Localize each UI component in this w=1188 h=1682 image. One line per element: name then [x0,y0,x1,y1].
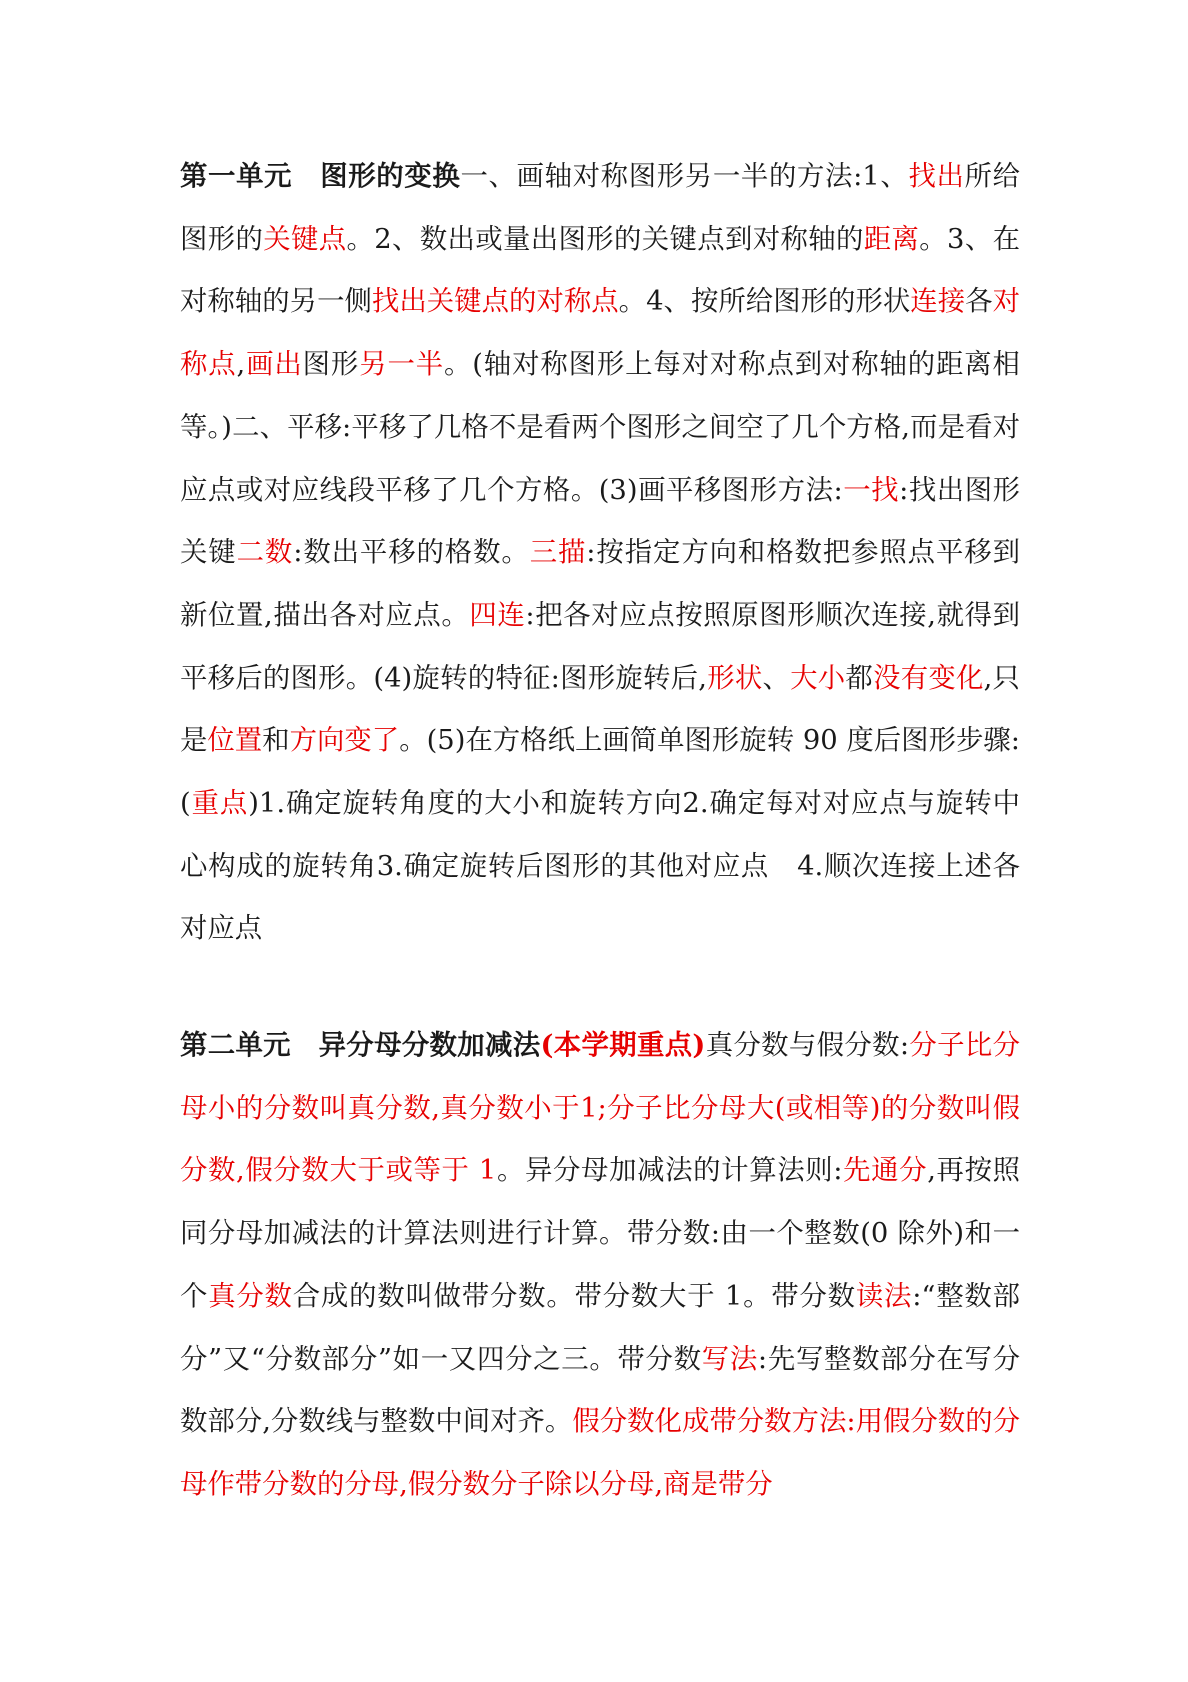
highlighted-text: 距离 [863,223,920,255]
highlighted-text: 关键点 [263,223,347,255]
body-text: 。3、在对称轴的另一侧 [180,223,1020,318]
body-text: 所给图形的 [180,161,1020,255]
highlighted-text: 画出 [245,349,303,381]
body-text: 都 [845,662,874,694]
body-text: 。(轴对称图形上每对对称点到对称轴的距离相等。)二、平移:平移了几格不是看两个图形之间空了几个方格,而是看对应点或对应线段平移了几个方格。(3)画平移图形方法: [180,349,1020,506]
highlighted-text: 找出关键点的对称点 [371,286,619,318]
body-text: 一、画轴对称图形另一半的方法:1、 [460,161,909,192]
body-text: 。2、数出或量出图形的关键点到对称轴的 [346,223,864,255]
body-text: :“整数部分”又“分数部分”如一又四分之三。带分数 [180,1280,1020,1375]
body-text: 。4、按所给图形的形状 [618,286,911,318]
body-text: 图形 [302,349,360,381]
body-text: :先写整数部分在写分数部分,分数线与整数中间对齐。 [180,1343,1020,1438]
highlighted-text: 四连 [469,599,526,631]
body-text: 各 [965,286,993,318]
body-text: ,只是 [180,662,1020,757]
highlighted-text: 分子比分母小的分数叫真分数,真分数小于1;分子比分母大(或相等)的分数叫假分数,假分数大于或等于 1 [180,1030,1020,1187]
highlighted-text: 假分数化成带分数方法:用假分数的分母作带分数的分母,假分数分子除以分母,商是带分 [180,1406,1020,1500]
highlighted-text: 大小 [790,662,846,694]
highlighted-text: 对称点 [180,286,1020,381]
body-text: :数出平移的格数。 [293,537,530,569]
body-text: :找出图形关键 [180,474,1021,569]
body-text: ,再按照同分母加减法的计算法则进行计算。带分数:由一个整数(0 除外)和一个 [180,1155,1020,1312]
highlighted-text: 读法 [855,1280,913,1312]
body-text: 真分数与假分数: [705,1030,910,1061]
body-text: 和 [262,725,290,757]
highlighted-text: 找出 [908,161,965,192]
body-text: )1.确定旋转角度的大小和旋转方向2.确定每对对应点与旋转中心构成的旋转角3.确定旋转后图形的其他对应点 4.顺次连接上述各对应点 [180,788,1020,945]
body-text: 。(5)在方格纸上画简单图形旋转 90 度后图形步骤:( [180,725,1020,820]
highlighted-text: 连接 [910,286,966,318]
body-text: 合成的数叫做带分数。带分数大于 1。带分数 [292,1280,856,1312]
highlighted-text: 二数 [236,537,294,569]
highlighted-text: 写法 [701,1343,758,1375]
body-text: 、 [762,662,791,694]
highlighted-text: 先通分 [842,1155,928,1187]
highlighted-text: 形状 [706,662,763,694]
section-unit-1 [180,145,1020,961]
section-unit-2 [180,1014,1020,1517]
highlighted-text: (本学期重点) [540,1029,706,1061]
body-text: 。异分母加减法的计算法则: [496,1155,843,1187]
heading-text: 第一单元 图形的变换 [180,160,461,192]
body-text: , [236,349,246,381]
highlighted-text: 一找 [842,474,900,506]
body-text: :把各对应点按照原图形顺次连接,就得到平移后的图形。(4)旋转的特征:图形旋转后, [180,599,1020,694]
body-text: :按指定方向和格数把参照点平移到新位置,描出各对应点。 [180,537,1020,631]
highlighted-text: 另一半 [359,349,444,381]
highlighted-text: 没有变化 [873,662,984,694]
heading-text: 第二单元 异分母分数加减法 [180,1029,541,1061]
highlighted-text: 方向变了 [289,725,400,757]
highlighted-text: 重点 [190,788,249,820]
highlighted-text: 位置 [207,725,263,757]
highlighted-text: 真分数 [208,1280,293,1312]
highlighted-text: 三描 [529,537,587,569]
